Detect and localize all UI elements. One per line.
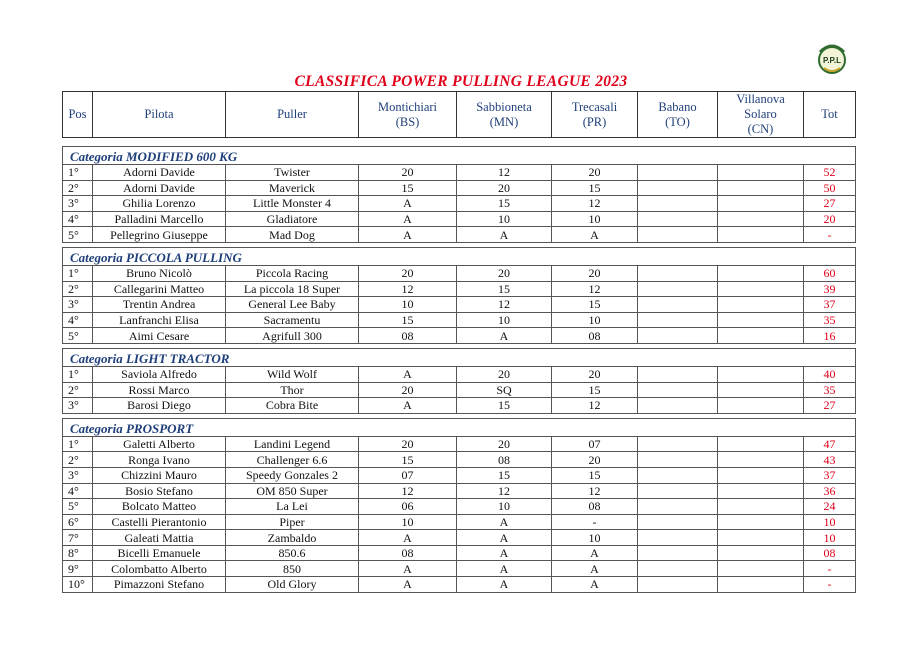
cell-puller: Twister [226,165,359,181]
cell-c3: A [552,561,638,577]
cell-pos: 6° [63,514,93,530]
header-table [62,91,856,138]
cell-pilota: Castelli Pierantonio [93,514,226,530]
standings-table [62,146,856,593]
col-header-pos: Pos [63,92,93,138]
cell-puller: Agrifull 300 [226,328,359,344]
cell-c3: 15 [552,382,638,398]
cell-c1: A [359,561,457,577]
cell-pilota: Lanfranchi Elisa [93,312,226,328]
cell-pilota: Adorni Davide [93,180,226,196]
cell-c1: 07 [359,467,457,483]
table-row [63,227,856,243]
cell-c1: A [359,398,457,414]
cell-c2: 15 [457,281,552,297]
cell-c3: A [552,545,638,561]
col-header-villanova: Villanova Solaro (CN) [718,92,804,138]
category-header [63,348,856,366]
cell-puller: Mad Dog [226,227,359,243]
cell-c4 [638,297,718,313]
cell-c5 [718,467,804,483]
cell-puller: Thor [226,382,359,398]
cell-puller: General Lee Baby [226,297,359,313]
cell-c1: 20 [359,265,457,281]
cell-pilota: Bosio Stefano [93,483,226,499]
cell-tot: - [804,227,856,243]
cell-pilota: Palladini Marcello [93,211,226,227]
cell-c4 [638,483,718,499]
category-title: Categoria PICCOLA PULLING [63,247,856,265]
cell-c5 [718,452,804,468]
cell-puller: Wild Wolf [226,366,359,382]
cell-c2: 20 [457,366,552,382]
cell-c4 [638,382,718,398]
table-row [63,265,856,281]
cell-pilota: Galetti Alberto [93,436,226,452]
cell-puller: Little Monster 4 [226,196,359,212]
cell-puller: OM 850 Super [226,483,359,499]
cell-c1: A [359,577,457,593]
cell-c5 [718,281,804,297]
cell-puller: Challenger 6.6 [226,452,359,468]
cell-c4 [638,227,718,243]
cell-c3: 20 [552,366,638,382]
category-title: Categoria PROSPORT [63,418,856,436]
cell-c3: 10 [552,312,638,328]
cell-pilota: Pellegrino Giuseppe [93,227,226,243]
table-row [63,366,856,382]
cell-pos: 3° [63,467,93,483]
cell-c3: 10 [552,530,638,546]
cell-c1: 12 [359,483,457,499]
cell-c3: 08 [552,328,638,344]
cell-c3: 20 [552,265,638,281]
cell-c2: A [457,227,552,243]
cell-tot: 16 [804,328,856,344]
cell-pos: 10° [63,577,93,593]
cell-c2: A [457,577,552,593]
table-row [63,545,856,561]
cell-c2: 12 [457,483,552,499]
cell-c5 [718,366,804,382]
cell-c5 [718,514,804,530]
col-header-montichiari: Montichiari (BS) [359,92,457,138]
cell-c3: 08 [552,499,638,515]
cell-pilota: Trentin Andrea [93,297,226,313]
cell-pilota: Galeati Mattia [93,530,226,546]
cell-c3: 10 [552,211,638,227]
cell-c1: A [359,211,457,227]
cell-c4 [638,467,718,483]
cell-c4 [638,265,718,281]
cell-c3: - [552,514,638,530]
cell-c5 [718,180,804,196]
table-row [63,382,856,398]
cell-c2: 10 [457,499,552,515]
cell-tot: 50 [804,180,856,196]
logo-text: P.P.L [823,56,841,65]
cell-puller: Piper [226,514,359,530]
cell-puller: Zambaldo [226,530,359,546]
cell-c2: 20 [457,265,552,281]
cell-c4 [638,452,718,468]
cell-c5 [718,545,804,561]
cell-c1: A [359,530,457,546]
cell-c1: A [359,366,457,382]
cell-puller: La piccola 18 Super [226,281,359,297]
cell-pos: 2° [63,281,93,297]
cell-pos: 1° [63,366,93,382]
cell-c3: 15 [552,297,638,313]
cell-c2: A [457,561,552,577]
col-header-trecasali: Trecasali (PR) [552,92,638,138]
cell-c3: 12 [552,281,638,297]
cell-c2: 12 [457,165,552,181]
cell-tot: 10 [804,514,856,530]
cell-puller: Cobra Bite [226,398,359,414]
cell-c5 [718,196,804,212]
cell-pilota: Barosi Diego [93,398,226,414]
table-row [63,328,856,344]
cell-c5 [718,227,804,243]
cell-c5 [718,398,804,414]
cell-c5 [718,561,804,577]
table-row [63,530,856,546]
cell-tot: 40 [804,366,856,382]
cell-c5 [718,211,804,227]
category-header [63,418,856,436]
cell-tot: 27 [804,398,856,414]
cell-puller: Maverick [226,180,359,196]
cell-c3: 07 [552,436,638,452]
cell-pos: 3° [63,297,93,313]
cell-tot: 27 [804,196,856,212]
col-header-pilota: Pilota [93,92,226,138]
table-row [63,398,856,414]
category-title: Categoria MODIFIED 600 KG [63,147,856,165]
cell-c4 [638,514,718,530]
table-row [63,452,856,468]
cell-c5 [718,297,804,313]
cell-tot: - [804,577,856,593]
cell-tot: - [804,561,856,577]
cell-c5 [718,483,804,499]
cell-c5 [718,265,804,281]
cell-puller: Landini Legend [226,436,359,452]
cell-pilota: Callegarini Matteo [93,281,226,297]
cell-pos: 8° [63,545,93,561]
cell-pilota: Adorni Davide [93,165,226,181]
cell-tot: 60 [804,265,856,281]
cell-pilota: Colombatto Alberto [93,561,226,577]
cell-puller: La Lei [226,499,359,515]
cell-c5 [718,577,804,593]
cell-c5 [718,165,804,181]
cell-c1: 20 [359,382,457,398]
cell-c2: SQ [457,382,552,398]
cell-tot: 37 [804,467,856,483]
cell-c4 [638,577,718,593]
category-header [63,147,856,165]
cell-tot: 08 [804,545,856,561]
table-row [63,436,856,452]
cell-pos: 4° [63,211,93,227]
cell-tot: 35 [804,382,856,398]
cell-tot: 20 [804,211,856,227]
cell-tot: 47 [804,436,856,452]
cell-c1: 08 [359,545,457,561]
cell-c1: 20 [359,165,457,181]
cell-tot: 52 [804,165,856,181]
cell-c3: A [552,577,638,593]
cell-c2: 08 [457,452,552,468]
cell-c4 [638,211,718,227]
cell-c1: 08 [359,328,457,344]
cell-pos: 3° [63,196,93,212]
cell-pos: 2° [63,382,93,398]
table-row [63,165,856,181]
cell-c4 [638,180,718,196]
cell-c2: 12 [457,297,552,313]
cell-c3: 12 [552,483,638,499]
cell-c2: 15 [457,467,552,483]
cell-pos: 7° [63,530,93,546]
table-row [63,561,856,577]
cell-c1: A [359,227,457,243]
cell-tot: 24 [804,499,856,515]
cell-pilota: Pimazzoni Stefano [93,577,226,593]
cell-pos: 1° [63,436,93,452]
cell-pos: 9° [63,561,93,577]
cell-c3: 20 [552,452,638,468]
cell-c2: A [457,545,552,561]
cell-pos: 2° [63,452,93,468]
cell-c1: 20 [359,436,457,452]
cell-c2: 10 [457,211,552,227]
table-row [63,312,856,328]
cell-puller: 850.6 [226,545,359,561]
cell-puller: 850 [226,561,359,577]
cell-pos: 5° [63,328,93,344]
cell-c1: 06 [359,499,457,515]
cell-c4 [638,281,718,297]
cell-c3: 12 [552,196,638,212]
cell-puller: Speedy Gonzales 2 [226,467,359,483]
table-row [63,514,856,530]
cell-c5 [718,530,804,546]
cell-c1: 12 [359,281,457,297]
cell-puller: Piccola Racing [226,265,359,281]
cell-pos: 5° [63,227,93,243]
cell-pilota: Saviola Alfredo [93,366,226,382]
cell-c2: 20 [457,436,552,452]
cell-c4 [638,328,718,344]
cell-tot: 36 [804,483,856,499]
cell-pos: 4° [63,483,93,499]
cell-pos: 1° [63,265,93,281]
cell-c5 [718,382,804,398]
table-row [63,180,856,196]
cell-c2: A [457,530,552,546]
table-row [63,196,856,212]
cell-puller: Old Glory [226,577,359,593]
cell-tot: 37 [804,297,856,313]
table-row [63,577,856,593]
cell-c5 [718,312,804,328]
cell-c4 [638,366,718,382]
col-header-babano: Babano (TO) [638,92,718,138]
cell-c3: 15 [552,467,638,483]
table-row [63,483,856,499]
cell-c5 [718,328,804,344]
cell-c2: 10 [457,312,552,328]
cell-c2: 15 [457,196,552,212]
cell-c4 [638,165,718,181]
table-row [63,281,856,297]
cell-c4 [638,398,718,414]
col-header-sabbioneta: Sabbioneta (MN) [457,92,552,138]
table-row [63,467,856,483]
cell-c4 [638,312,718,328]
cell-pilota: Bicelli Emanuele [93,545,226,561]
cell-c1: 15 [359,452,457,468]
cell-c4 [638,499,718,515]
cell-pos: 1° [63,165,93,181]
col-header-tot: Tot [804,92,856,138]
cell-pilota: Ghilia Lorenzo [93,196,226,212]
cell-c2: A [457,514,552,530]
cell-pilota: Aimi Cesare [93,328,226,344]
cell-c4 [638,530,718,546]
cell-c3: 12 [552,398,638,414]
cell-pilota: Bolcato Matteo [93,499,226,515]
cell-c2: A [457,328,552,344]
cell-pilota: Chizzini Mauro [93,467,226,483]
cell-pos: 2° [63,180,93,196]
cell-c4 [638,561,718,577]
page-title: CLASSIFICA POWER PULLING LEAGUE 2023 [294,73,628,90]
cell-c3: 20 [552,165,638,181]
cell-pilota: Rossi Marco [93,382,226,398]
cell-c2: 15 [457,398,552,414]
cell-pilota: Ronga Ivano [93,452,226,468]
cell-c3: 15 [552,180,638,196]
cell-c1: 15 [359,180,457,196]
cell-tot: 43 [804,452,856,468]
cell-pos: 5° [63,499,93,515]
table-row [63,499,856,515]
cell-puller: Sacramentu [226,312,359,328]
category-header [63,247,856,265]
ppl-logo [812,38,852,78]
table-row [63,297,856,313]
cell-c1: 10 [359,297,457,313]
cell-c1: A [359,196,457,212]
table-row [63,211,856,227]
cell-pos: 3° [63,398,93,414]
cell-c1: 15 [359,312,457,328]
cell-c5 [718,436,804,452]
cell-c4 [638,196,718,212]
cell-c4 [638,545,718,561]
cell-puller: Gladiatore [226,211,359,227]
col-header-puller: Puller [226,92,359,138]
cell-tot: 35 [804,312,856,328]
cell-c4 [638,436,718,452]
cell-c1: 10 [359,514,457,530]
cell-c5 [718,499,804,515]
cell-pos: 4° [63,312,93,328]
cell-tot: 10 [804,530,856,546]
cell-c2: 20 [457,180,552,196]
category-title: Categoria LIGHT TRACTOR [63,348,856,366]
cell-tot: 39 [804,281,856,297]
cell-pilota: Bruno Nicolò [93,265,226,281]
cell-c3: A [552,227,638,243]
